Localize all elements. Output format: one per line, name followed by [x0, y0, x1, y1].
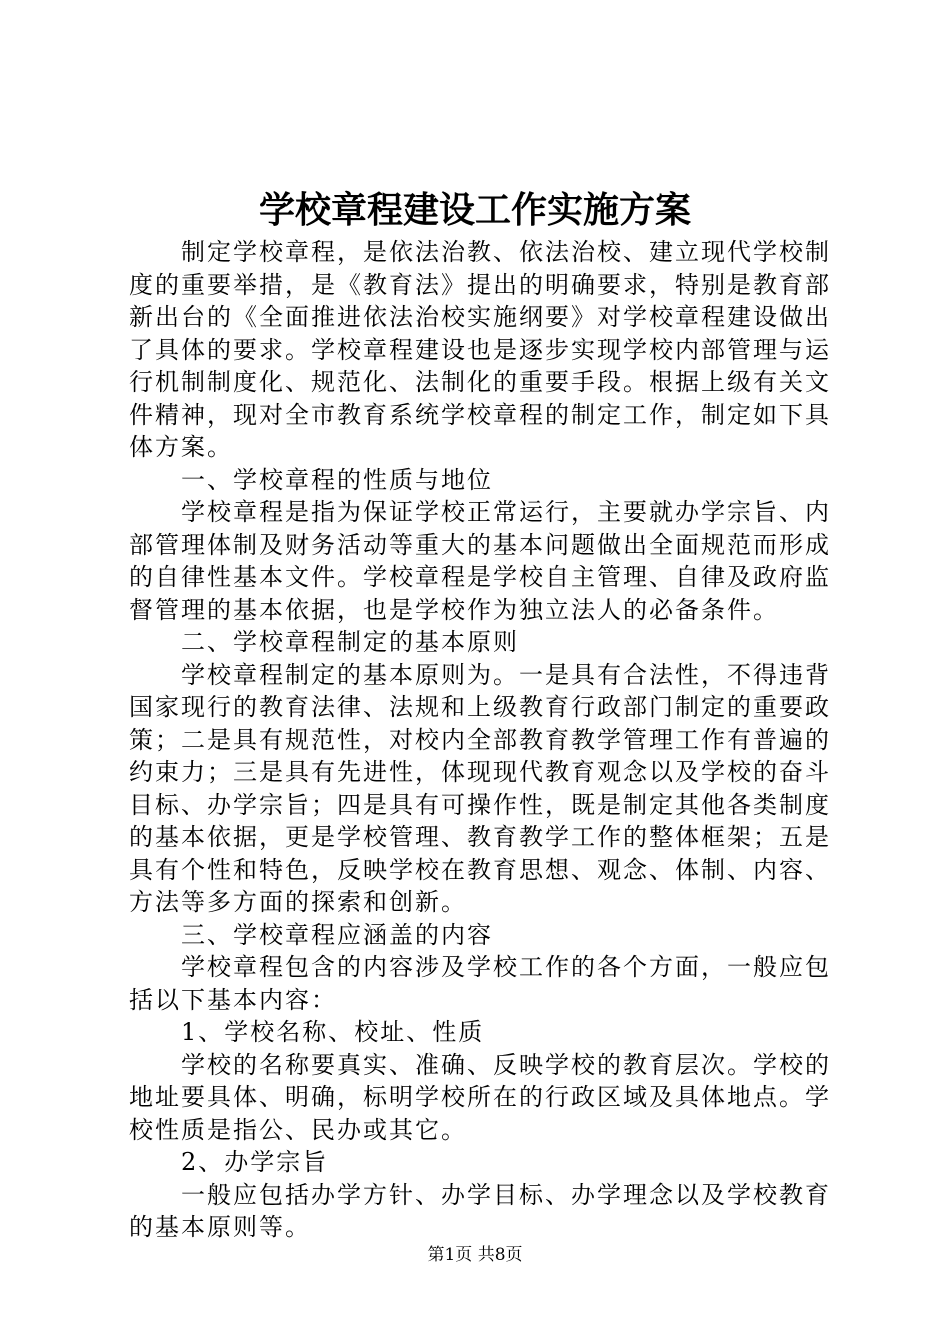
- paragraph-purpose: 一般应包括办学方针、办学目标、办学理念以及学校教育的基本原则等。: [129, 1180, 831, 1241]
- paragraph-name-address: 学校的名称要真实、准确、反映学校的教育层次。学校的地址要具体、明确，标明学校所在的行政区域及具体地点。学校性质是指公、民办或其它。: [129, 1050, 831, 1144]
- section-heading-2: 二、学校章程制定的基本原则: [181, 628, 519, 656]
- paragraph-intro: 制定学校章程，是依法治教、依法治校、建立现代学校制度的重要举措，是《教育法》提出的明确要求，特别是教育部新出台的《全面推进依法治校实施纲要》对学校章程建设做出了具体的要求。学校章程建设也是逐步实现学校内部管理与运行机制制度化、规范化、法制化的重要手段。根据上级有关文件精神，现对全市教育系统学校章程的制定工作，制定如下具体方案。: [129, 238, 831, 461]
- paragraph-contents: 学校章程包含的内容涉及学校工作的各个方面，一般应包括以下基本内容：: [129, 953, 831, 1014]
- document-title: 学校章程建设工作实施方案: [258, 189, 691, 231]
- subheading-2: 2、办学宗旨: [181, 1148, 329, 1176]
- section-heading-1: 一、学校章程的性质与地位: [181, 465, 493, 494]
- page-footer: 第1页 共8页: [427, 1245, 523, 1265]
- section-heading-3: 三、学校章程应涵盖的内容: [181, 920, 493, 949]
- paragraph-nature: 学校章程是指为保证学校正常运行，主要就办学宗旨、内部管理体制及财务活动等重大的基本问题做出全面规范而形成的自律性基本文件。学校章程是学校自主管理、自律及政府监督管理的基本依据，也是学校作为独立法人的必备条件。: [129, 498, 831, 624]
- paragraph-principles: 学校章程制定的基本原则为。一是具有合法性，不得违背国家现行的教育法律、法规和上级教育行政部门制定的重要政策；二是具有规范性，对校内全部教育教学管理工作有普遍的约束力；三是具有先进性，体现现代教育观念以及学校的奋斗目标、办学宗旨；四是具有可操作性，既是制定其他各类制度的基本依据，更是学校管理、教育教学工作的整体框架；五是具有个性和特色，反映学校在教育思想、观念、体制、内容、方法等多方面的探索和创新。: [129, 660, 831, 916]
- document-body: [129, 236, 831, 1244]
- subheading-1: 1、学校名称、校址、性质: [181, 1018, 485, 1046]
